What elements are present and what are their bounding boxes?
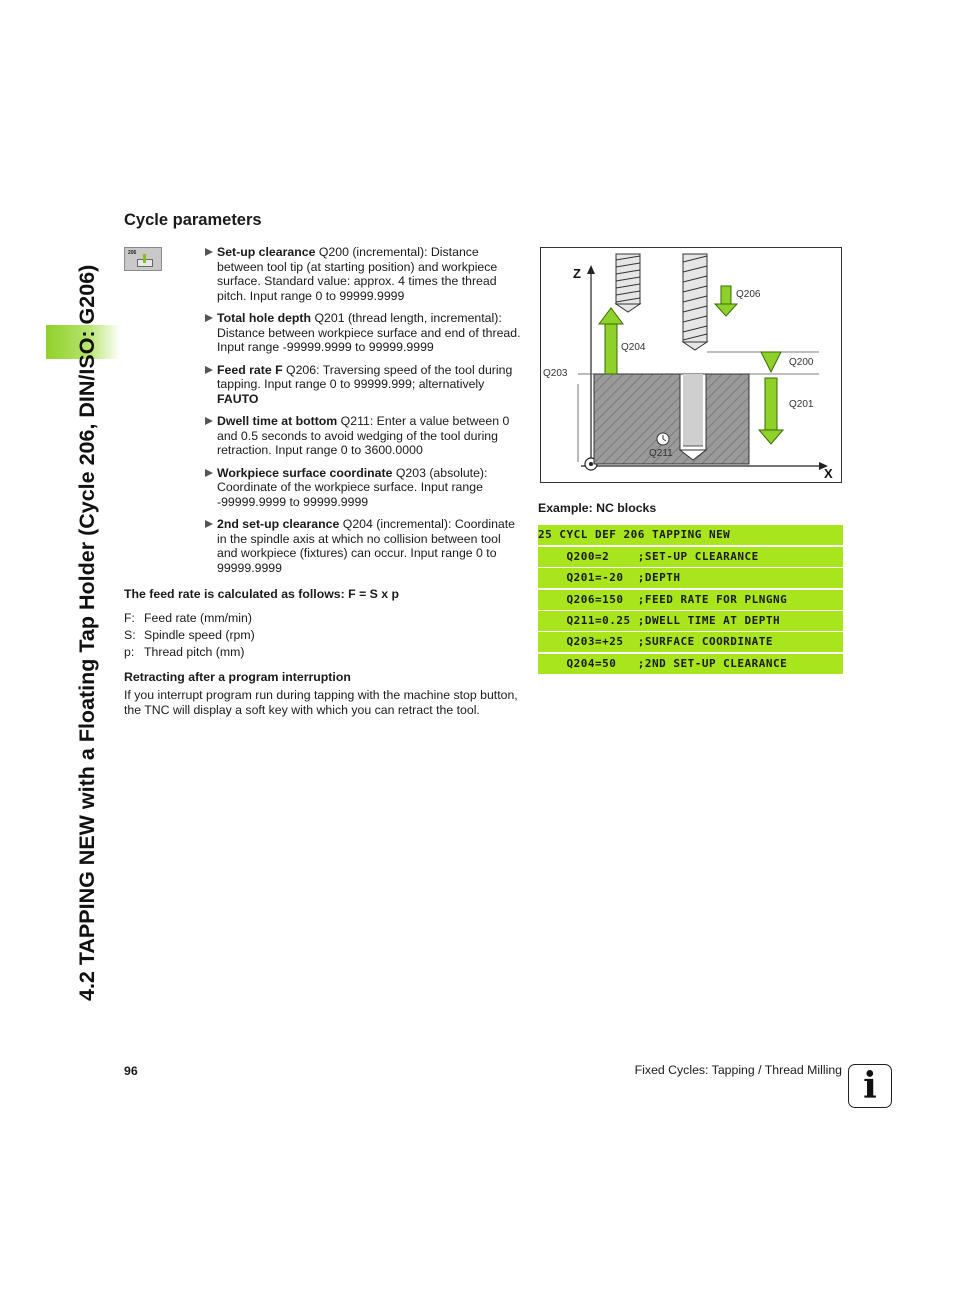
q200-label: Q200 xyxy=(789,357,814,368)
nc-block-line: Q201=-20 ;DEPTH xyxy=(538,568,843,588)
nc-block-line: Q200=2 ;SET-UP CLEARANCE xyxy=(538,547,843,567)
param-2nd-setup-clearance xyxy=(205,517,521,575)
param-name: Set-up clearance xyxy=(217,245,316,259)
axis-x-label: X xyxy=(824,466,833,481)
nc-block-line: 25 CYCL DEF 206 TAPPING NEW xyxy=(538,525,843,545)
q206-label: Q206 xyxy=(736,289,761,300)
nc-block-line: Q206=150 ;FEED RATE FOR PLNGNG xyxy=(538,590,843,610)
list-item: F: Feed rate (mm/min) xyxy=(124,611,252,625)
param-name: Feed rate F xyxy=(217,362,283,377)
param-feed-rate xyxy=(205,363,521,407)
q204-label: Q204 xyxy=(621,342,646,353)
q201-label: Q201 xyxy=(789,399,814,410)
nc-block-line: Q204=50 ;2ND SET-UP CLEARANCE xyxy=(538,654,843,674)
footer-chapter-name: Fixed Cycles: Tapping / Thread Milling xyxy=(634,1063,842,1077)
chapter-title: 4.2 TAPPING NEW with a Floating Tap Holder (Cycle 206, DIN/ISO: G206) xyxy=(75,264,99,1001)
param-desc: Q204 (incremental): Coordinate in the spindle axis at which no collision between tool and workpiece (fixtures) can occur. Input range 0 to 99999.9999 xyxy=(217,517,516,575)
param-name: Dwell time at bottom xyxy=(217,414,338,428)
param-desc: Q203 (absolute): Coordinate of the workpiece surface. Input range -99999.9999 to 99999.9999 xyxy=(217,465,488,509)
list-item: S: Spindle speed (rpm) xyxy=(124,628,255,642)
parameter-list xyxy=(205,245,521,583)
cycle-icon-label: 206 xyxy=(128,250,137,256)
info-icon: i xyxy=(848,1064,892,1108)
param-desc: Q201 (thread length, incremental): Distance between workpiece surface and end of thread. Input range -99999.9999 to 99999.9999 xyxy=(217,311,521,354)
retract-text: If you interrupt program run during tapping with the machine stop button, the TNC will display a soft key with which you can retract the tool. xyxy=(124,688,518,717)
tap-tool-retracted-icon xyxy=(616,254,640,312)
bullet-triangle-icon xyxy=(205,366,213,374)
nc-block-line: Q211=0.25 ;DWELL TIME AT DEPTH xyxy=(538,611,843,631)
tapping-diagram-svg xyxy=(541,248,843,484)
param-name: 2nd set-up clearance xyxy=(217,517,340,531)
bullet-triangle-icon xyxy=(205,469,213,477)
bullet-triangle-icon xyxy=(205,248,213,256)
feed-formula-list xyxy=(124,610,255,661)
q203-label: Q203 xyxy=(543,368,568,379)
feed-formula-heading: The feed rate is calculated as follows: F = S x p xyxy=(124,587,400,601)
param-workpiece-surface xyxy=(205,466,521,510)
nc-block-line: Q203=+25 ;SURFACE COORDINATE xyxy=(538,632,843,652)
tapping-diagram xyxy=(540,247,842,483)
cycle-206-icon xyxy=(124,247,162,271)
param-name: Total hole depth xyxy=(217,311,312,325)
axis-z-label: Z xyxy=(573,266,581,281)
param-desc-fauto: FAUTO xyxy=(217,391,259,406)
param-dwell-time xyxy=(205,414,521,458)
example-heading: Example: NC blocks xyxy=(538,501,657,515)
bullet-triangle-icon xyxy=(205,417,213,425)
param-desc: Q211: Enter a value between 0 and 0.5 seconds to avoid wedging of the tool during retraction. Input range 0 to 3600.0000 xyxy=(217,414,510,457)
page-number: 96 xyxy=(124,1064,138,1078)
q211-label: Q211 xyxy=(649,448,673,459)
q200-arrow-icon xyxy=(761,352,781,372)
bullet-triangle-icon xyxy=(205,520,213,528)
section-title: Cycle parameters xyxy=(124,211,262,229)
list-item: p: Thread pitch (mm) xyxy=(124,645,245,659)
q201-arrow-icon xyxy=(759,378,783,444)
bullet-triangle-icon xyxy=(205,314,213,322)
q206-arrow-icon xyxy=(715,286,737,316)
param-total-hole-depth xyxy=(205,311,521,355)
tap-tool-icon xyxy=(683,254,707,350)
param-setup-clearance xyxy=(205,245,521,303)
retract-heading: Retracting after a program interruption xyxy=(124,670,351,684)
z-axis-arrow-icon xyxy=(587,265,595,274)
param-desc: Q200 (incremental): Distance between tool tip (at starting position) and workpiece surface. Standard value: approx. 4 times the thread pitch. Input range 0 to 99999.9999 xyxy=(217,245,498,303)
q204-arrow-icon xyxy=(599,308,623,374)
param-name: Workpiece surface coordinate xyxy=(217,465,393,480)
param-desc: Q206: Traversing speed of the tool during tapping. Input range 0 to 99999.999; alternatively xyxy=(217,362,513,391)
